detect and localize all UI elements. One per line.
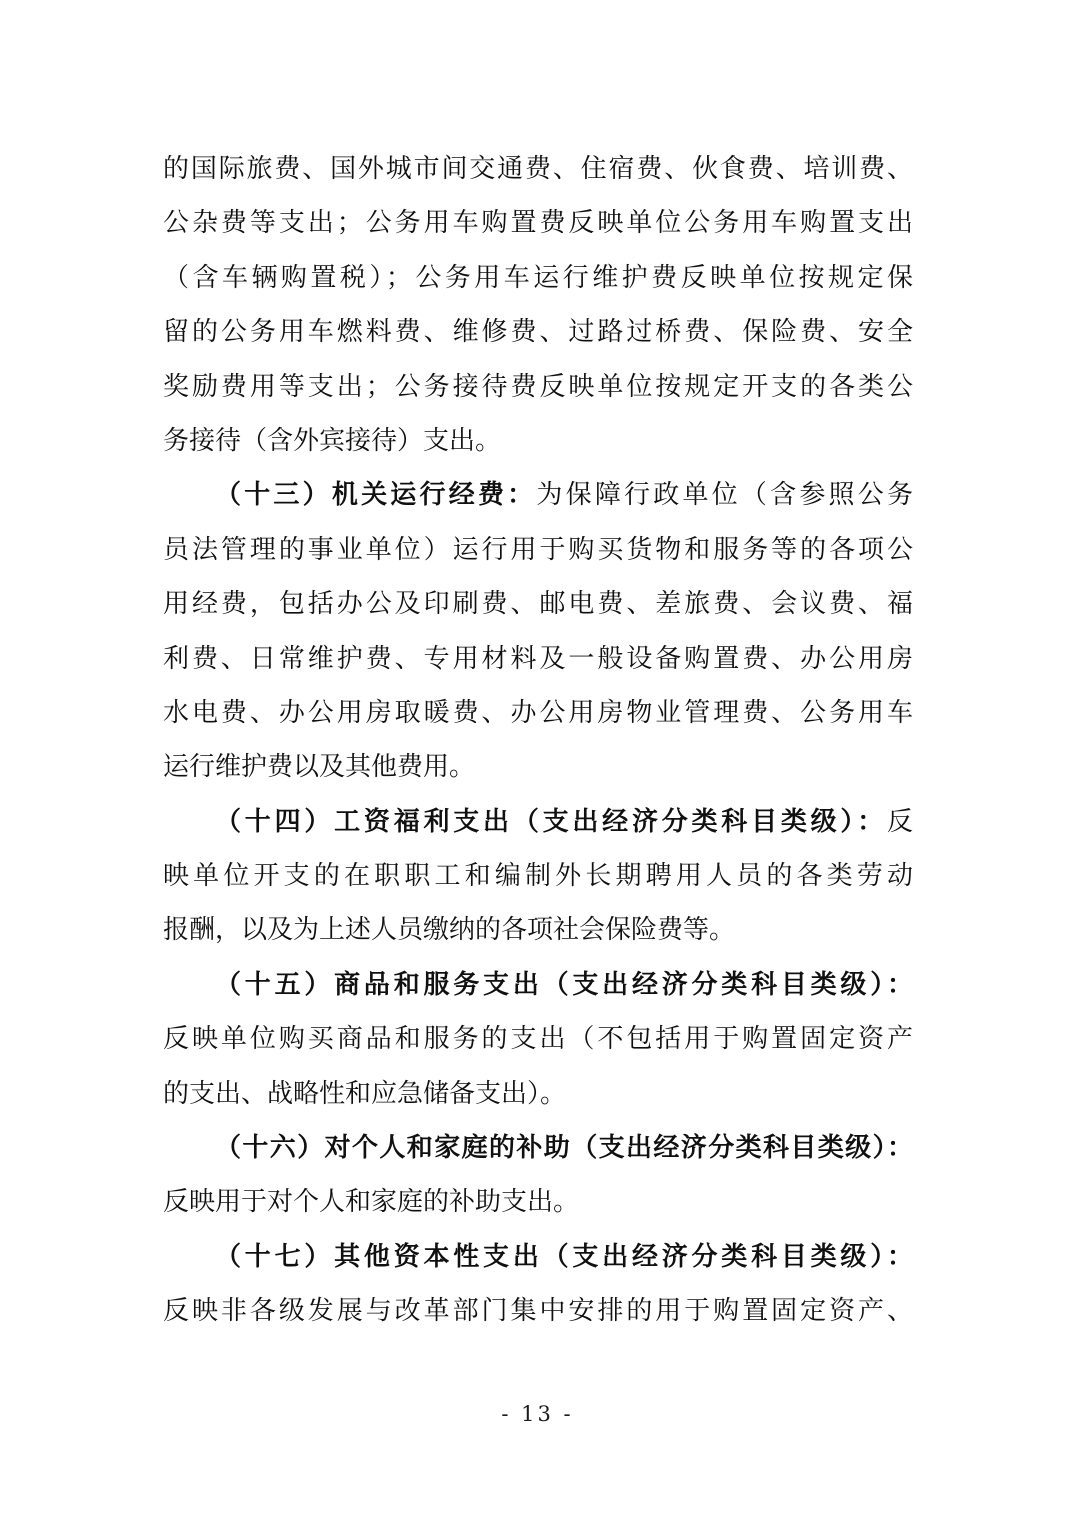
paragraph-heading-text: （十七）其他资本性支出（支出经济分类科目类级）： [215, 1241, 913, 1271]
paragraph-heading-text: （十四）工资福利支出（支出经济分类科目类级）： [215, 806, 887, 836]
text-line [163, 686, 913, 740]
paragraph-body-text: 员法管理的事业单位）运行用于购买货物和服务等的各项公 [163, 534, 913, 564]
text-line [163, 305, 913, 359]
text-line [163, 1121, 913, 1175]
document-text [163, 142, 913, 1339]
paragraph-body-text: 的国际旅费、国外城市间交通费、住宿费、伙食费、培训费、 [163, 154, 913, 183]
page-footer [0, 1402, 1075, 1426]
text-line [163, 468, 913, 522]
paragraph-body-text: 反映单位购买商品和服务的支出（不包括用于购置固定资产 [163, 1024, 913, 1054]
text-line [163, 632, 913, 686]
paragraph-body-text: 反映非各级发展与改革部门集中安排的用于购置固定资产、 [163, 1296, 913, 1326]
text-line [163, 795, 913, 849]
paragraph-body-text: 映单位开支的在职职工和编制外长期聘用人员的各类劳动 [163, 861, 913, 891]
text-line [163, 414, 913, 468]
paragraph-heading-text: （十三）机关运行经费： [215, 480, 537, 510]
paragraph-body-text: 为保障行政单位（含参照公务 [536, 480, 913, 510]
text-line [163, 903, 913, 957]
paragraph-heading-text: （十五）商品和服务支出（支出经济分类科目类级）： [215, 969, 913, 999]
text-line [163, 523, 913, 577]
paragraph-body-text: （含车辆购置税）；公务用车运行维护费反映单位按规定保 [163, 262, 913, 292]
text-line [163, 1230, 913, 1284]
paragraph-body-text: 的支出、战略性和应急储备支出）。 [163, 1078, 567, 1108]
paragraph-body-text: 运行维护费以及其他费用。 [163, 752, 476, 782]
text-line [163, 360, 913, 414]
text-line [163, 251, 913, 305]
text-line [163, 958, 913, 1012]
text-line [163, 196, 913, 250]
text-line [163, 1284, 913, 1338]
text-line [163, 1012, 913, 1066]
paragraph-heading-text: （十六）对个人和家庭的补助（支出经济分类科目类级）： [215, 1133, 913, 1163]
paragraph-body-text: 用经费，包括办公及印刷费、邮电费、差旅费、会议费、福 [163, 589, 913, 619]
text-line [163, 740, 913, 794]
paragraph-body-text: 公杂费等支出；公务用车购置费反映单位公务用车购置支出 [163, 208, 913, 238]
paragraph-body-text: 留的公务用车燃料费、维修费、过路过桥费、保险费、安全 [163, 317, 913, 347]
paragraph-body-text: 反 [886, 806, 913, 836]
text-line [163, 142, 913, 196]
paragraph-body-text: 水电费、办公用房取暖费、办公用房物业管理费、公务用车 [163, 697, 913, 727]
text-line [163, 577, 913, 631]
paragraph-body-text: 报酬，以及为上述人员缴纳的各项社会保险费等。 [163, 915, 736, 945]
paragraph-body-text: 务接待（含外宾接待）支出。 [163, 425, 502, 455]
paragraph-body-text: 反映用于对个人和家庭的补助支出。 [163, 1187, 580, 1217]
page-number: - 13 - [501, 1402, 574, 1426]
paragraph-body-text: 利费、日常维护费、专用材料及一般设备购置费、办公用房 [163, 643, 913, 673]
text-line [163, 849, 913, 903]
text-line [163, 1067, 913, 1121]
paragraph-body-text: 奖励费用等支出；公务接待费反映单位按规定开支的各类公 [163, 371, 913, 401]
text-line [163, 1175, 913, 1229]
